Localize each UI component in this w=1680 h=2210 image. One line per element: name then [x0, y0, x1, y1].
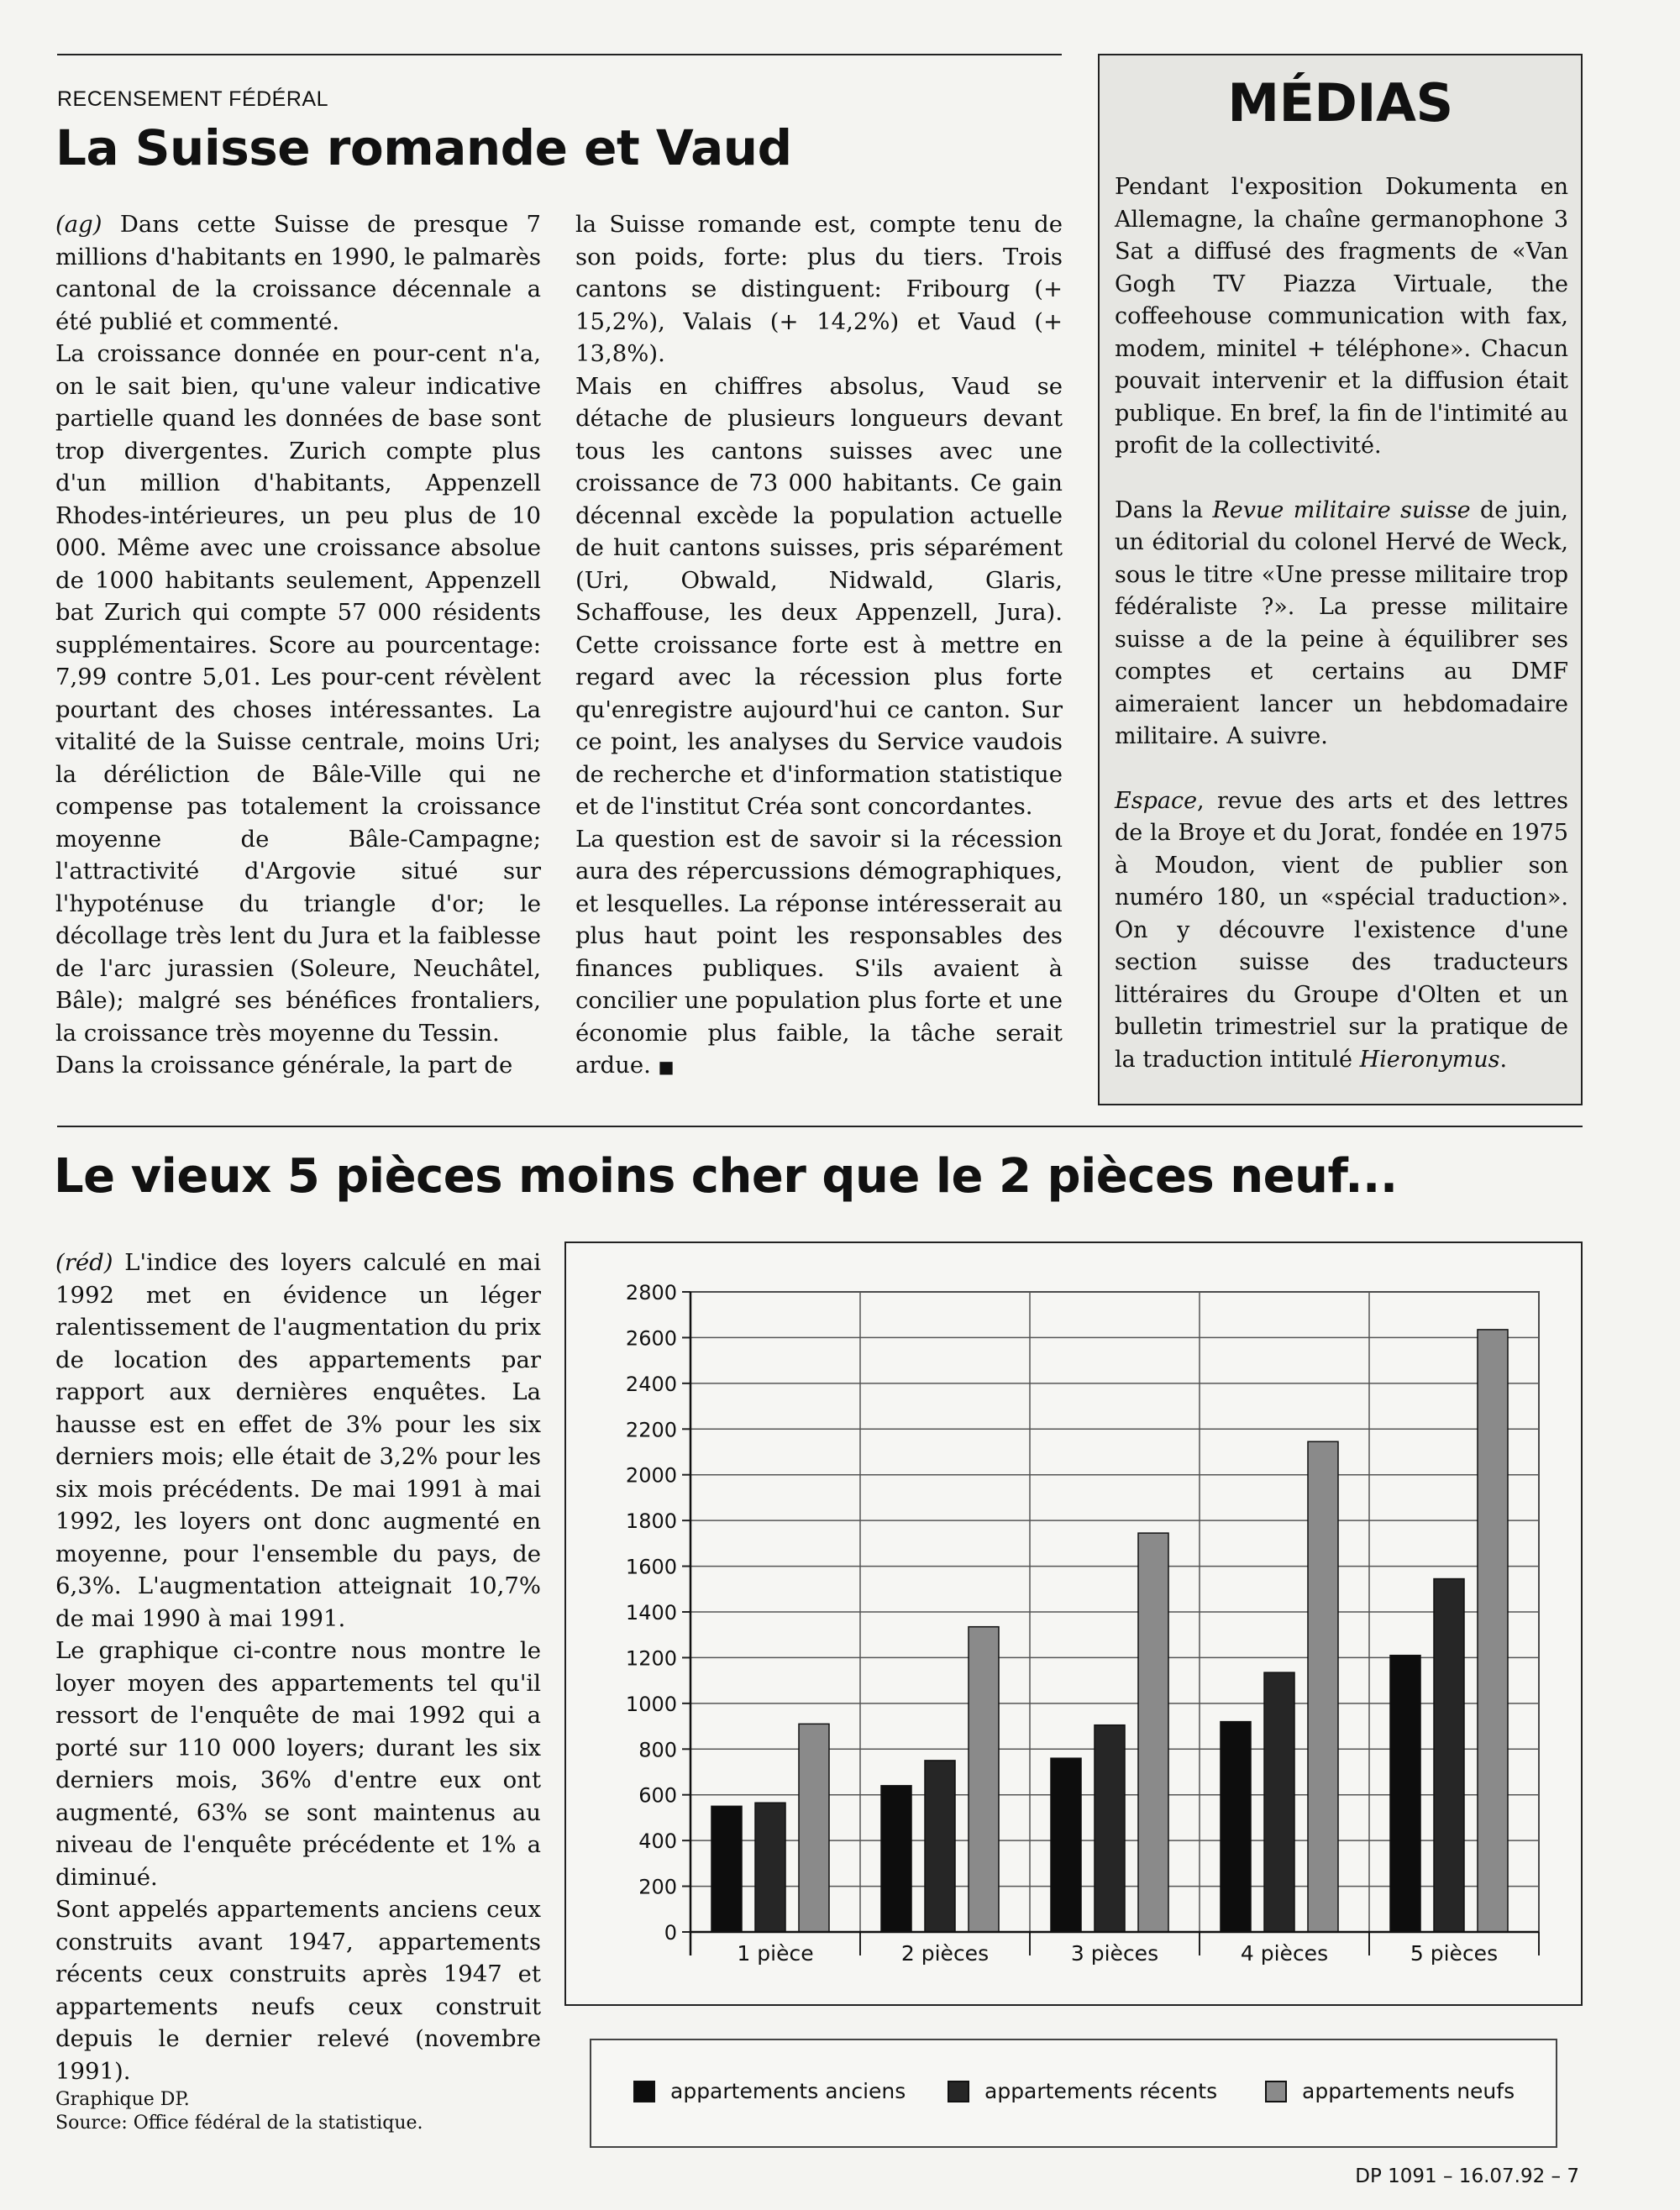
legend-swatch-recents [948, 2081, 969, 2102]
bar-appartements-neufs-3 [1138, 1533, 1168, 1932]
chart-legend [590, 2039, 1557, 2148]
y-tick-label: 2200 [625, 1418, 677, 1442]
y-tick-label: 600 [638, 1783, 677, 1808]
y-tick-label: 1600 [625, 1555, 677, 1579]
x-tick-label: 1 pièce [737, 1941, 814, 1966]
legend-swatch-neufs [1265, 2081, 1287, 2102]
chart-caption [55, 2088, 423, 2135]
y-tick-label: 400 [638, 1829, 677, 1854]
y-tick-label: 2800 [625, 1281, 677, 1304]
article2-title: Le vieux 5 pièces moins cher que le 2 pièces neuf... [54, 1149, 1398, 1204]
article1-col2-para2: Mais en chiffres absolus, Vaud se détache de plusieurs longueurs devant tous les cantons suisses avec une croissance de 73 000 habitants. Ce gain décennal excède la population actuelle de huit cantons suisses, pris séparément (Uri, Obwald, Nidwald, Glaris, Schaffouse, les deux Appenzell, Jura). Cette croissance forte est à mettre en regard avec la récession plus forte qu'enregistre aujourd'hui ce canton. Sur ce point, les analyses du Service vaudois de recherche et d'information statistique et de l'institut Créa sont concordantes. [575, 372, 1063, 820]
legend-item-neufs: appartements neufs [1265, 2079, 1515, 2103]
x-tick-label: 3 pièces [1070, 1941, 1159, 1966]
bar-appartements-récents-3 [1095, 1725, 1125, 1932]
article1-col1-para2: La croissance donnée en pour-cent n'a, on le sait bien, qu'une valeur indicative partielle quand les données de base sont trop divergentes. Zurich compte plus d'un million d'habitants, Appenzell Rhodes-intérieures, un peu plus de 10 000. Même avec une croissance absolue de 1000 habitants seulement, Appenzell bat Zurich qui compte 57 000 résidents supplémentaires. Score au pourcentage: 7,99 contre 5,01. Les pour-cent révèlent pourtant des choses intéressantes. La vitalité de la Suisse centrale, moins Uri; la déréliction de Bâle-Ville qui ne compense pas totalement la croissance moyenne de Bâle-Campagne; l'attractivité d'Argovie situé sur l'hypoténuse du triangle d'or; le décollage très lent du Jura et la faiblesse de l'arc jurassien (Soleure, Neuchâtel, Bâle); malgré ses bénéfices frontaliers, la croissance très moyenne du Tessin. [55, 340, 541, 1047]
end-mark: ■ [658, 1057, 675, 1077]
middle-rule [57, 1126, 1583, 1127]
medias-para1: Pendant l'exposition Dokumenta en Allemagne, la chaîne germanophone 3 Sat a diffusé des fragments de «Van Gogh TV Piazza Virtuale, the coffeehouse communication with fax, modem, minitel + téléphone». Chacun pouvait intervenir et la diffusion était publique. En bref, la fin de l'intimité au profit de la collectivité. [1115, 174, 1568, 459]
y-tick-label: 1400 [625, 1601, 677, 1625]
bar-appartements-anciens-5 [1390, 1656, 1420, 1932]
bar-appartements-neufs-5 [1478, 1330, 1508, 1932]
bar-appartements-neufs-4 [1308, 1441, 1338, 1932]
y-tick-label: 0 [664, 1921, 677, 1945]
top-rule-left [57, 54, 1062, 55]
article2-para1: (réd) L'indice des loyers calculé en mai 1992 met en évidence un léger ralentissement de l'augmentation du prix de location des appartements par rapport aux dernières enquêtes. La hausse est en effet de 3% pour les six derniers mois; elle était de 3,2% pour les six mois précédents. De mai 1991 à mai 1992, les loyers ont donc augmenté en moyenne, pour l'ensemble du pays, de 6,3%. L'augmentation atteignait 10,7% de mai 1990 à mai 1991. [55, 1249, 541, 1632]
medias-para3: Espace, revue des arts et des lettres de la Broye et du Jorat, fondée en 1975 à Moudon, vient de publier son numéro 180, un «spécial traduction». On y découvre l'existence d'une section suisse des traducteurs littéraires du Groupe d'Olten et un bulletin trimestriel sur la pratique de la traduction intitulé Hieronymus. [1115, 787, 1568, 1073]
article2-para3: Sont appelés appartements anciens ceux construits avant 1947, appartements récents ceux construits après 1947 et appartements neufs ceux construit depuis le dernier relevé (novembre 1991). [55, 1896, 541, 2085]
bar-appartements-neufs-1 [799, 1724, 829, 1932]
y-tick-label: 1200 [625, 1646, 677, 1671]
legend-item-recents: appartements récents [948, 2079, 1217, 2103]
bar-appartements-récents-5 [1434, 1579, 1464, 1932]
page-footer: DP 1091 – 16.07.92 – 7 [1355, 2165, 1579, 2187]
article2-text [55, 1247, 541, 2087]
bar-appartements-anciens-3 [1051, 1758, 1081, 1932]
article1-column-1 [55, 208, 541, 1082]
medias-box [1098, 54, 1583, 1105]
article1-col1-para3: Dans la croissance générale, la part de [55, 1052, 513, 1079]
x-tick-label: 5 pièces [1410, 1941, 1499, 1966]
bar-appartements-anciens-1 [711, 1806, 742, 1932]
x-tick-label: 4 pièces [1240, 1941, 1329, 1966]
y-tick-label: 2600 [625, 1326, 677, 1351]
article1-col1-para1: (ag) Dans cette Suisse de presque 7 millions d'habitants en 1990, le palmarès cantonal de la croissance décennale a été publié et commenté. [55, 211, 541, 335]
y-tick-label: 200 [638, 1875, 677, 1899]
article1-col2-para3: La question est de savoir si la récession aura des répercussions démographiques, et lesquelles. La réponse intéresserait au plus haut point les responsables des finances publiques. S'ils avaient à concilier une population plus forte et une économie plus faible, la tâche serait ardue. ■ [575, 825, 1063, 1079]
y-tick-label: 1000 [625, 1692, 677, 1716]
bar-appartements-récents-4 [1264, 1672, 1294, 1932]
bar-appartements-récents-1 [755, 1803, 785, 1932]
caption-source: Source: Office fédéral de la statistique. [55, 2113, 423, 2134]
article1-col2-para1: la Suisse romande est, compte tenu de son poids, forte: plus du tiers. Trois cantons se distinguent: Fribourg (+ 15,2%), Valais (+ 14,2%) et Vaud (+ 13,8%). [575, 211, 1063, 367]
medias-title: MÉDIAS [1227, 72, 1453, 134]
bar-appartements-anciens-2 [881, 1786, 911, 1932]
legend-item-anciens: appartements anciens [633, 2079, 906, 2103]
y-tick-label: 800 [638, 1738, 677, 1762]
x-tick-label: 2 pièces [900, 1941, 990, 1966]
article1-title: La Suisse romande et Vaud [55, 119, 792, 176]
y-tick-label: 1800 [625, 1509, 677, 1534]
article1-column-2 [575, 208, 1063, 1084]
caption-graphic: Graphique DP. [55, 2089, 190, 2110]
rent-bar-chart [564, 1241, 1583, 2006]
article2-author: (réd) [55, 1249, 113, 1276]
legend-swatch-anciens [633, 2081, 655, 2102]
article2-para2: Le graphique ci-contre nous montre le loyer moyen des appartements tel qu'il ressort de l'enquête de mai 1992 qui a porté sur 110 000 loyers; durant les six derniers mois, 36% d'entre eux ont augmenté, 63% se sont maintenus au niveau de l'enquête précédente et 1% a diminué. [55, 1637, 541, 1891]
bar-appartements-neufs-2 [969, 1627, 999, 1932]
medias-para2: Dans la Revue militaire suisse de juin, un éditorial du colonel Hervé de Weck, sous le titre «Une presse militaire trop fédéraliste ?». La presse militaire suisse a de la peine à équilibrer ses comptes et certains au DMF aimeraient lancer un hebdomadaire militaire. A suivre. [1115, 496, 1569, 749]
medias-text [1115, 171, 1568, 1076]
article1-kicker: RECENSEMENT FÉDÉRAL [57, 87, 328, 111]
bar-appartements-récents-2 [925, 1761, 955, 1932]
article1-author: (ag) [55, 211, 102, 238]
y-tick-label: 2000 [625, 1463, 677, 1488]
bar-appartements-anciens-4 [1221, 1722, 1251, 1932]
y-tick-label: 2400 [625, 1372, 677, 1396]
